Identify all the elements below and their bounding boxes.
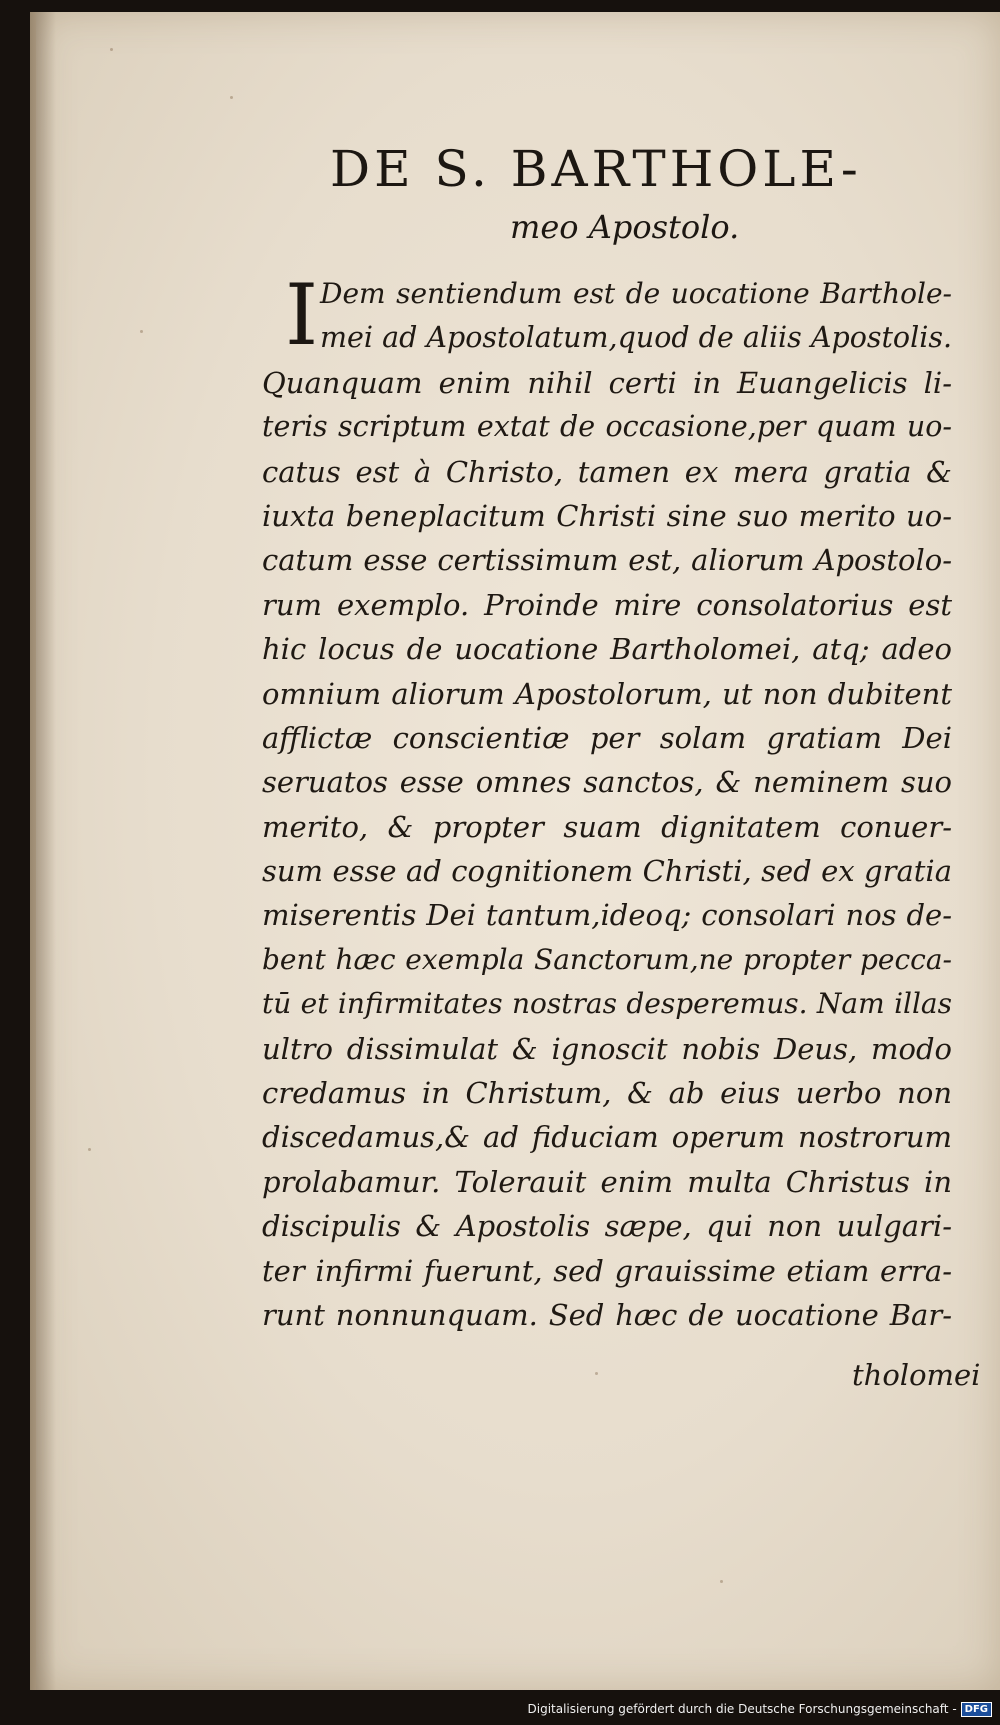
spine-shadow — [30, 12, 56, 1690]
text-line: merito, & propter suam dignitatem conuer- — [262, 809, 952, 844]
text-line: runt nonnunquam. Sed hæc de uocatione Bar- — [262, 1297, 952, 1332]
catchword: tholomei — [852, 1358, 981, 1392]
digitization-credit — [528, 1699, 993, 1719]
credit-text: Digitalisierung gefördert durch die Deutsche Forschungsgemeinschaft - — [527, 1702, 957, 1716]
text-line: credamus in Christum, & ab eius uerbo non — [262, 1076, 952, 1111]
text-line: sum esse ad cognitionem Christi, sed ex gratia — [262, 854, 952, 889]
paper-speck — [88, 1148, 91, 1151]
text-line: ultro dissimulat & ignoscit nobis Deus, modo — [262, 1031, 952, 1066]
text-line: teris scriptum extat de occasione,per quam uo- — [262, 410, 952, 444]
text-line: mei ad Apostolatum,quod de aliis Apostolis. — [320, 321, 952, 355]
text-line: rum exemplo. Proinde mire consolatorius est — [262, 587, 952, 622]
text-line: bent hæc exempla Sanctorum,ne propter pecca- — [262, 942, 952, 976]
text-line: discipulis & Apostolis sæpe, qui non uulgari- — [262, 1209, 952, 1244]
text-line: Dem sentiendum est de uocatione Barthole- — [320, 277, 952, 310]
text-line: Quanquam enim nihil certi in Euangelicis li- — [262, 365, 952, 400]
text-line: ter infirmi fuerunt, sed grauissime etiam erra- — [262, 1253, 952, 1288]
paper-speck — [595, 1372, 598, 1375]
body-text — [262, 266, 952, 1337]
page-subheading: meo Apostolo. — [510, 208, 740, 246]
text-line: tū et infirmitates nostras desperemus. Nam illas — [262, 987, 952, 1021]
text-line: catum esse certissimum est, aliorum Apostolo- — [262, 543, 952, 578]
paper-speck — [230, 96, 233, 99]
text-line: afflictæ conscientiæ per solam gratiam Dei — [262, 720, 952, 755]
text-line: seruatos esse omnes sanctos, & neminem suo — [262, 765, 952, 800]
paper-speck — [720, 1580, 723, 1583]
paper-speck — [140, 330, 143, 333]
dfg-logo-icon: DFG — [961, 1702, 992, 1717]
text-line: iuxta beneplacitum Christi sine suo merito uo- — [262, 498, 952, 533]
text-line: hic locus de uocatione Bartholomei, atq; adeo — [262, 632, 952, 667]
drop-initial: I — [285, 266, 319, 364]
text-line: miserentis Dei tantum,ideoq; consolari nos de- — [262, 898, 952, 933]
text-line: prolabamur. Tolerauit enim multa Christus in — [262, 1164, 952, 1199]
page-heading: DE S. BARTHOLE- — [330, 140, 862, 198]
text-line: discedamus,& ad fiduciam operum nostrorum — [262, 1120, 952, 1155]
text-line: omnium aliorum Apostolorum, ut non dubitent — [262, 676, 952, 711]
paper-speck — [110, 48, 113, 51]
text-line: catus est à Christo, tamen ex mera gratia & — [262, 454, 952, 489]
